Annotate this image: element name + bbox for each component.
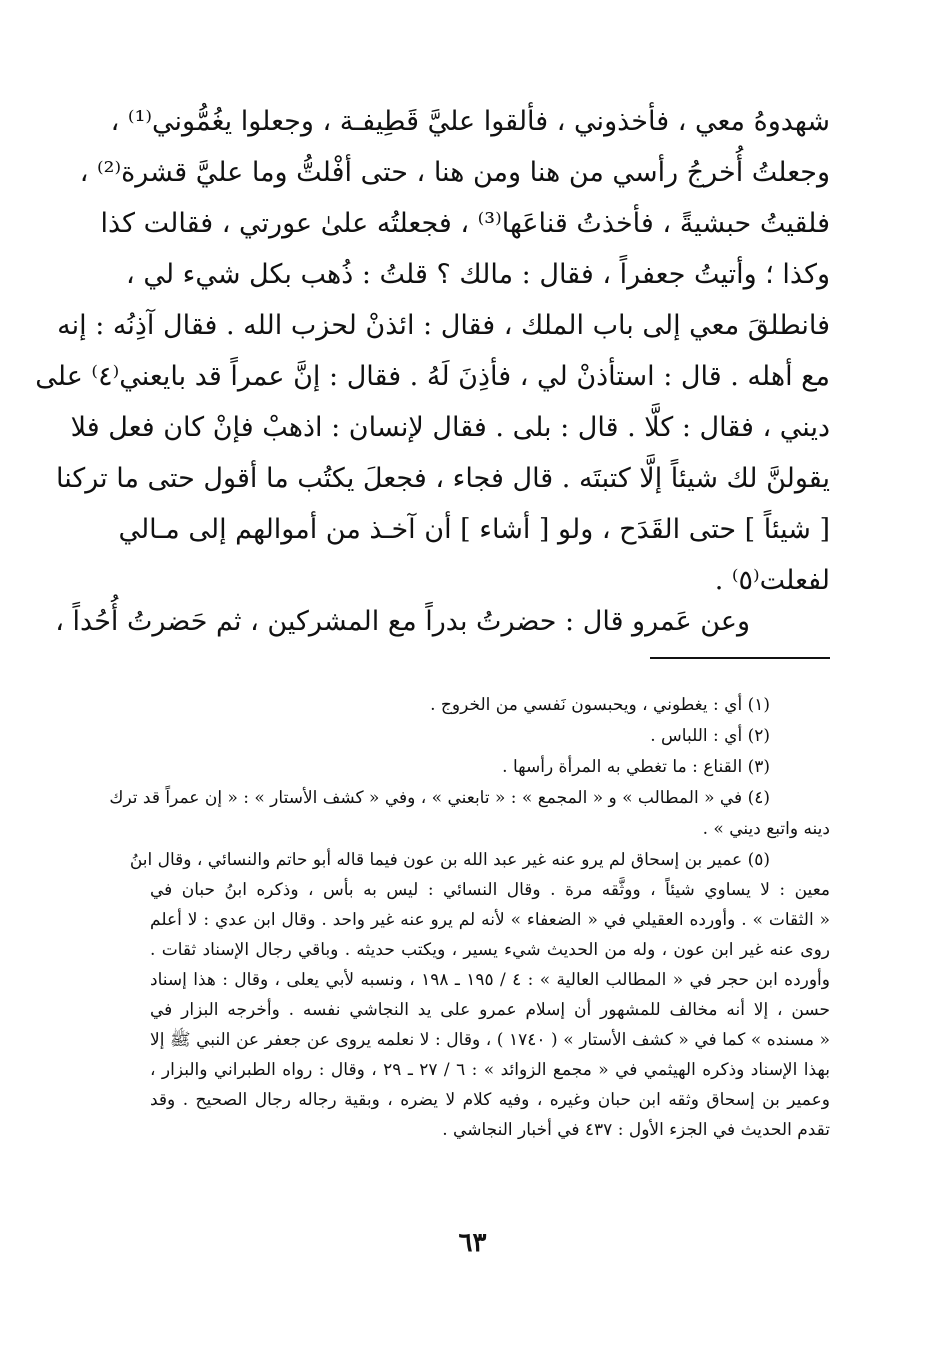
footnote-5-line: حسن ، إلا أنه مخالف للمشهور أن إسلام عمرو على يد النجاشي نفسه . وأخرجه البزار في [150,1000,830,1020]
continuation-paragraph: وعن عَمرو قال : حضرتُ بدراً مع المشركين ، ثم حَضرتُ أُحُداً ، [55,606,750,637]
footnote-4: (٤) في « المطالب » و « المجمع » : « تابعني » ، وفي « كشف الأستار » : « إن عمراً قد ترك [109,788,770,808]
footnote-5-line: « مسنده » كما في « كشف الأستار » ( ١٧٤٠ ) ، وقال : لا نعلمه يروى عن جعفر عن النبي ﷺ إلا [150,1030,830,1050]
main-text-line: يقولنَّ لك شيئاً إلَّا كتبتَه . قال فجاء ، فجعلَ يكتُب ما أقول حتى ما تركنا [56,463,830,494]
main-text-line: وكذا ؛ وأتيتُ جعفراً ، فقال : مالك ؟ قلتُ : ذُهب بكل شيء لي ، [126,259,830,290]
footnote-3: (٣) القناع : ما تغطي به المرأة رأسها . [502,757,770,777]
main-text-line: مع أهله . قال : استأذنْ لي ، فأذِنَ لَهُ . فقال : إنَّ عمراً قد بايعني⁽٤⁾ على [35,361,830,392]
main-text-line: [ شيئاً ] حتى القَدَح ، ولو [ أشاء ] أن آخـذ من أموالهم إلى مـالي [118,514,830,545]
main-text [35,96,830,606]
main-text-line: ديني ، فقال : كلَّا . قال : بلى . فقال لإنسان : اذهبْ فإنْ كان فعل فلا [70,412,830,443]
main-text-line: وجعلتُ أُخرجُ رأسي من هنا ومن هنا ، حتى أفْلتُّ وما عليَّ قشرة⁽²⁾ ، [79,157,830,188]
footnotes [109,690,830,1145]
page-number: ٦٣ [458,1228,487,1258]
footnote-2: (٢) أي : اللباس . [650,726,770,746]
footnote-5-line: « الثقات » . وأورده العقيلي في « الضعفاء » لأنه لم يرو عنه غير واحد . وقال ابن عدي : لا أعلم [150,910,830,930]
footnote-5: (٥) عمير بن إسحاق لم يرو عنه غير عبد الله بن عون فيما قاله أبو حاتم والنسائي ، وقال ابنُ [129,850,770,870]
footnote-1: (١) أي : يغطوني ، ويحبسون نَفسي من الخروج . [430,695,770,715]
footnote-5-line: معين : لا يساوي شيئاً ، ووثَّقه مرة . وقال النسائي : ليس به بأس ، وذكره ابنُ حبان في [150,880,830,900]
footnote-5-line: وعمير بن إسحاق وثقه ابن حبان وغيره ، وفيه كلام لا يضره ، وبقية رجاله رجال الصحيح . وقد [150,1090,830,1110]
footnote-5-line: روى عنه غير ابن عون ، وله من الحديث شيء يسير ، ويكتب حديثه . وباقي رجال الإسناد ثقات . [150,940,830,960]
main-text-line: فلقيتُ حبشيةً ، فأخذتُ قناعَها⁽³⁾ ، فجعلتُه علىٰ عورتي ، فقالت كذا [100,208,830,239]
main-text-line: لفعلت⁽٥⁾ . [714,565,830,596]
footnote-5-line: بهذا الإسناد وذكره الهيثمي في « مجمع الزوائد » : ٦ / ٢٧ ـ ٢٩ ، وقال : رواه الطبراني والبزار ، [150,1060,830,1080]
main-text-line: شهدوهُ معي ، فأخذوني ، فألقوا عليَّ قَطِيفـة ، وجعلوا يغُمُّوني⁽¹⁾ ، [110,106,830,137]
footnote-5-line: تقدم الحديث في الجزء الأول : ٤٣٧ في أخبار النجاشي . [442,1120,830,1140]
footnote-4-continued: دينه واتبع ديني » . [702,819,830,839]
footnote-separator [650,657,830,659]
main-text-line: فانطلقَ معي إلى باب الملك ، فقال : ائذنْ لحزب الله . فقال آذِنُه : إنه [57,310,830,341]
footnote-5-line: وأورده ابن حجر في « المطالب العالية » : ٤ / ١٩٥ ـ ١٩٨ ، ونسبه لأبي يعلى ، وقال : هذا إسناد [150,970,830,990]
